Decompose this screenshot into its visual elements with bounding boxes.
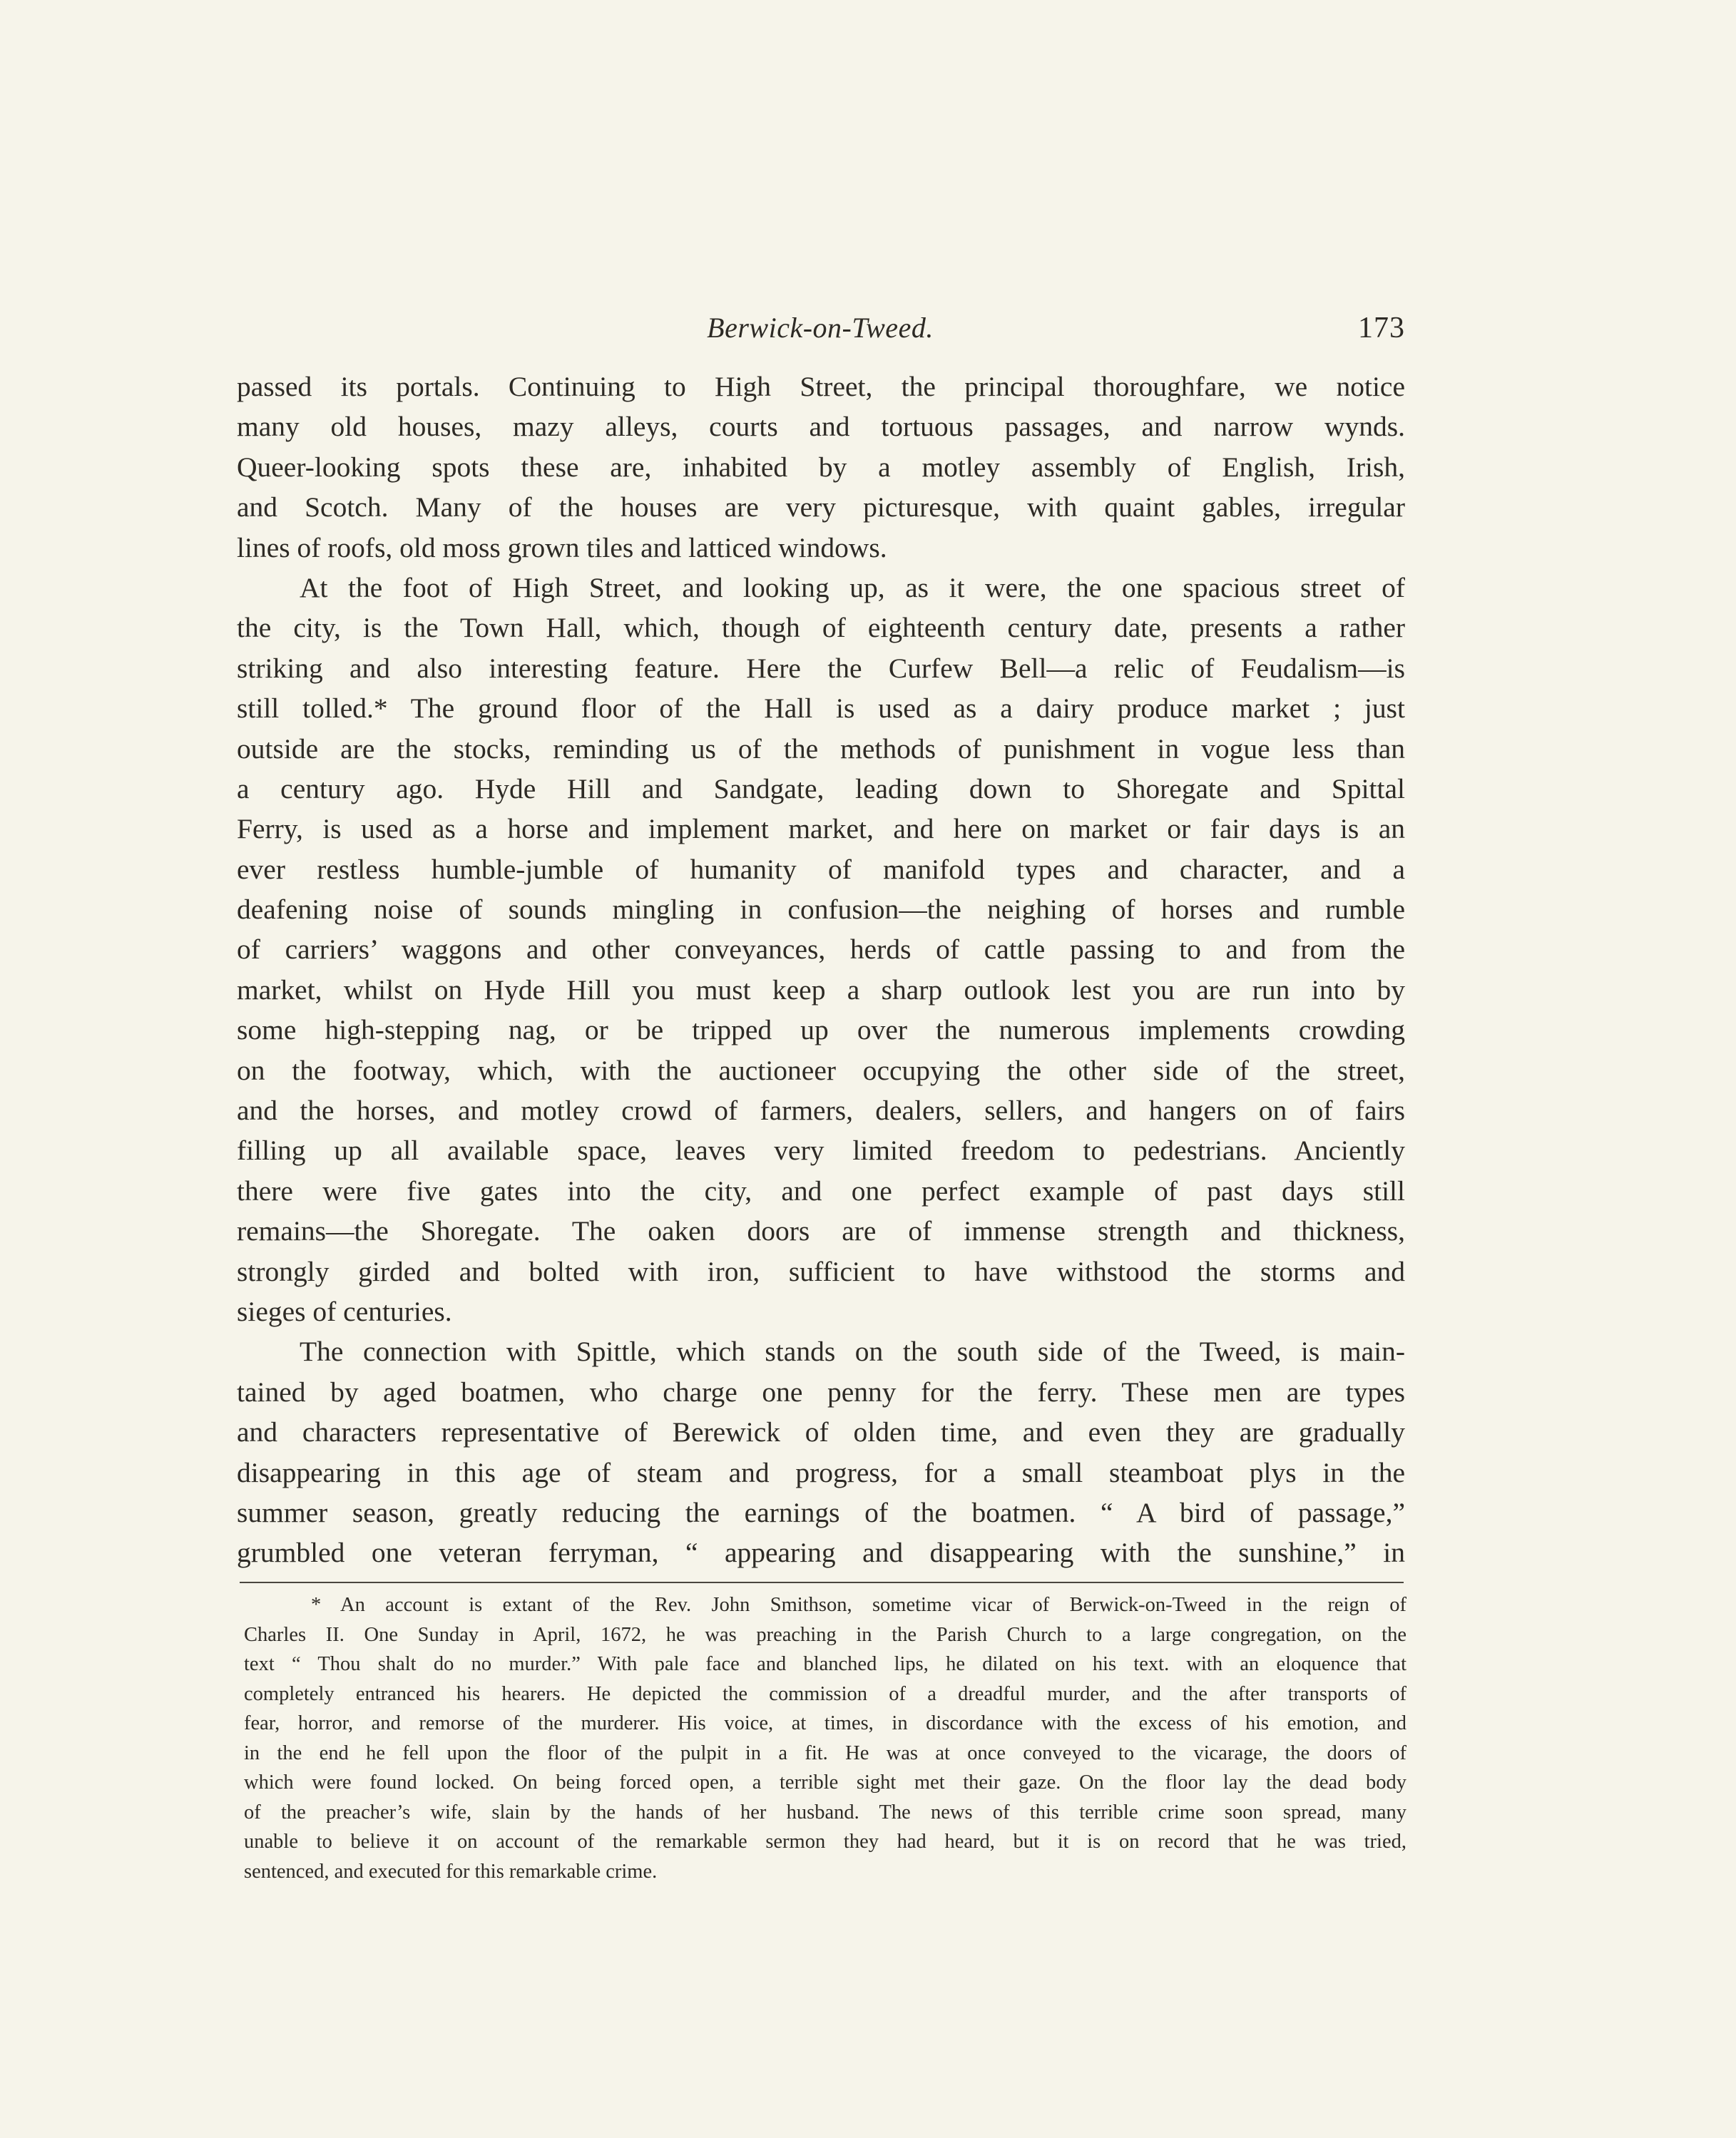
running-title: Berwick-on-Tweed.	[707, 312, 934, 344]
footnote-line: sentenced, and executed for this remarkable crime.	[244, 1860, 658, 1883]
text-line: and the horses, and motley crowd of farmers, dealers, sellers, and hangers on of fairs	[237, 1095, 1405, 1127]
footnote-line: Charles II. One Sunday in April, 1672, he was preaching in the Parish Church to a large congregation, on the	[244, 1623, 1406, 1646]
footnote-divider	[240, 1582, 1404, 1583]
running-header	[235, 305, 1405, 355]
footnote-line: text “ Thou shalt do no murder.” With pale face and blanched lips, he dilated on his text. with an eloquence that	[244, 1653, 1406, 1675]
text-line: there were five gates into the city, and one perfect example of past days still	[237, 1175, 1405, 1207]
footnote-line: unable to believe it on account of the remarkable sermon they had heard, but it is on record that he was tried,	[244, 1831, 1406, 1853]
footnote-line: which were found locked. On being forced open, a terrible sight met their gaze. On the floor lay the dead body	[244, 1771, 1406, 1794]
text-line: lines of roofs, old moss grown tiles and latticed windows.	[237, 531, 887, 563]
text-line: Ferry, is used as a horse and implement market, and here on market or fair days is an	[237, 813, 1405, 845]
text-line: ever restless humble-jumble of humanity of manifold types and character, and a	[237, 853, 1405, 885]
text-line: The connection with Spittle, which stands on the south side of the Tweed, is main-	[300, 1336, 1405, 1368]
text-line: filling up all available space, leaves very limited freedom to pedestrians. Anciently	[237, 1135, 1405, 1167]
text-line: striking and also interesting feature. Here the Curfew Bell—a relic of Feudalism—is	[237, 652, 1405, 684]
footnote-line: * An account is extant of the Rev. John Smithson, sometime vicar of Berwick-on-Tweed in the reign of	[311, 1594, 1406, 1616]
main-text	[237, 367, 1405, 1573]
text-line: At the foot of High Street, and looking up, as it were, the one spacious street of	[300, 571, 1405, 603]
text-line: strongly girded and bolted with iron, sufficient to have withstood the storms and	[237, 1255, 1405, 1287]
text-line: tained by aged boatmen, who charge one penny for the ferry. These men are types	[237, 1376, 1405, 1408]
text-line: passed its portals. Continuing to High Street, the principal thoroughfare, we notice	[237, 371, 1405, 402]
text-line: on the footway, which, with the auctioneer occupying the other side of the street,	[237, 1054, 1405, 1086]
text-line: still tolled.* The ground floor of the Hall is used as a dairy produce market ; just	[237, 692, 1405, 725]
footnote-line: fear, horror, and remorse of the murderer. His voice, at times, in discordance with the excess of his emotion, and	[244, 1712, 1406, 1734]
text-line: the city, is the Town Hall, which, though of eighteenth century date, presents a rather	[237, 612, 1405, 644]
text-line: grumbled one veteran ferryman, “ appearing and disappearing with the sunshine,” in	[237, 1537, 1405, 1569]
text-line: summer season, greatly reducing the earnings of the boatmen. “ A bird of passage,”	[237, 1496, 1405, 1528]
text-line: sieges of centuries.	[237, 1295, 452, 1327]
page-number: 173	[1358, 312, 1405, 344]
text-line: and characters representative of Berewick of olden time, and even they are gradually	[237, 1416, 1405, 1448]
text-line: outside are the stocks, reminding us of the methods of punishment in vogue less than	[237, 732, 1405, 764]
text-line: deafening noise of sounds mingling in confusion—the neighing of horses and rumble	[237, 894, 1405, 926]
footnote-line: in the end he fell upon the floor of the pulpit in a fit. He was at once conveyed to the vicarage, the doors of	[244, 1741, 1406, 1764]
text-line: a century ago. Hyde Hill and Sandgate, leading down to Shoregate and Spittal	[237, 772, 1405, 804]
footnote-line: completely entranced his hearers. He depicted the commission of a dreadful murder, and the after transports of	[244, 1682, 1406, 1705]
footnote-line: of the preacher’s wife, slain by the hands of her husband. The news of this terrible crime soon spread, many	[244, 1801, 1406, 1824]
footnote	[244, 1590, 1406, 1886]
text-line: many old houses, mazy alleys, courts and tortuous passages, and narrow wynds.	[237, 411, 1405, 443]
text-line: market, whilst on Hyde Hill you must keep a sharp outlook lest you are run into by	[237, 973, 1405, 1006]
text-line: some high-stepping nag, or be tripped up over the numerous implements crowding	[237, 1014, 1405, 1046]
text-line: disappearing in this age of steam and progress, for a small steamboat plys in the	[237, 1456, 1405, 1488]
text-line: of carriers’ waggons and other conveyances, herds of cattle passing to and from the	[237, 934, 1405, 966]
text-line: Queer-looking spots these are, inhabited by a motley assembly of English, Irish,	[237, 451, 1405, 483]
text-line: and Scotch. Many of the houses are very picturesque, with quaint gables, irregular	[237, 491, 1405, 523]
text-line: remains—the Shoregate. The oaken doors are of immense strength and thickness,	[237, 1215, 1405, 1247]
